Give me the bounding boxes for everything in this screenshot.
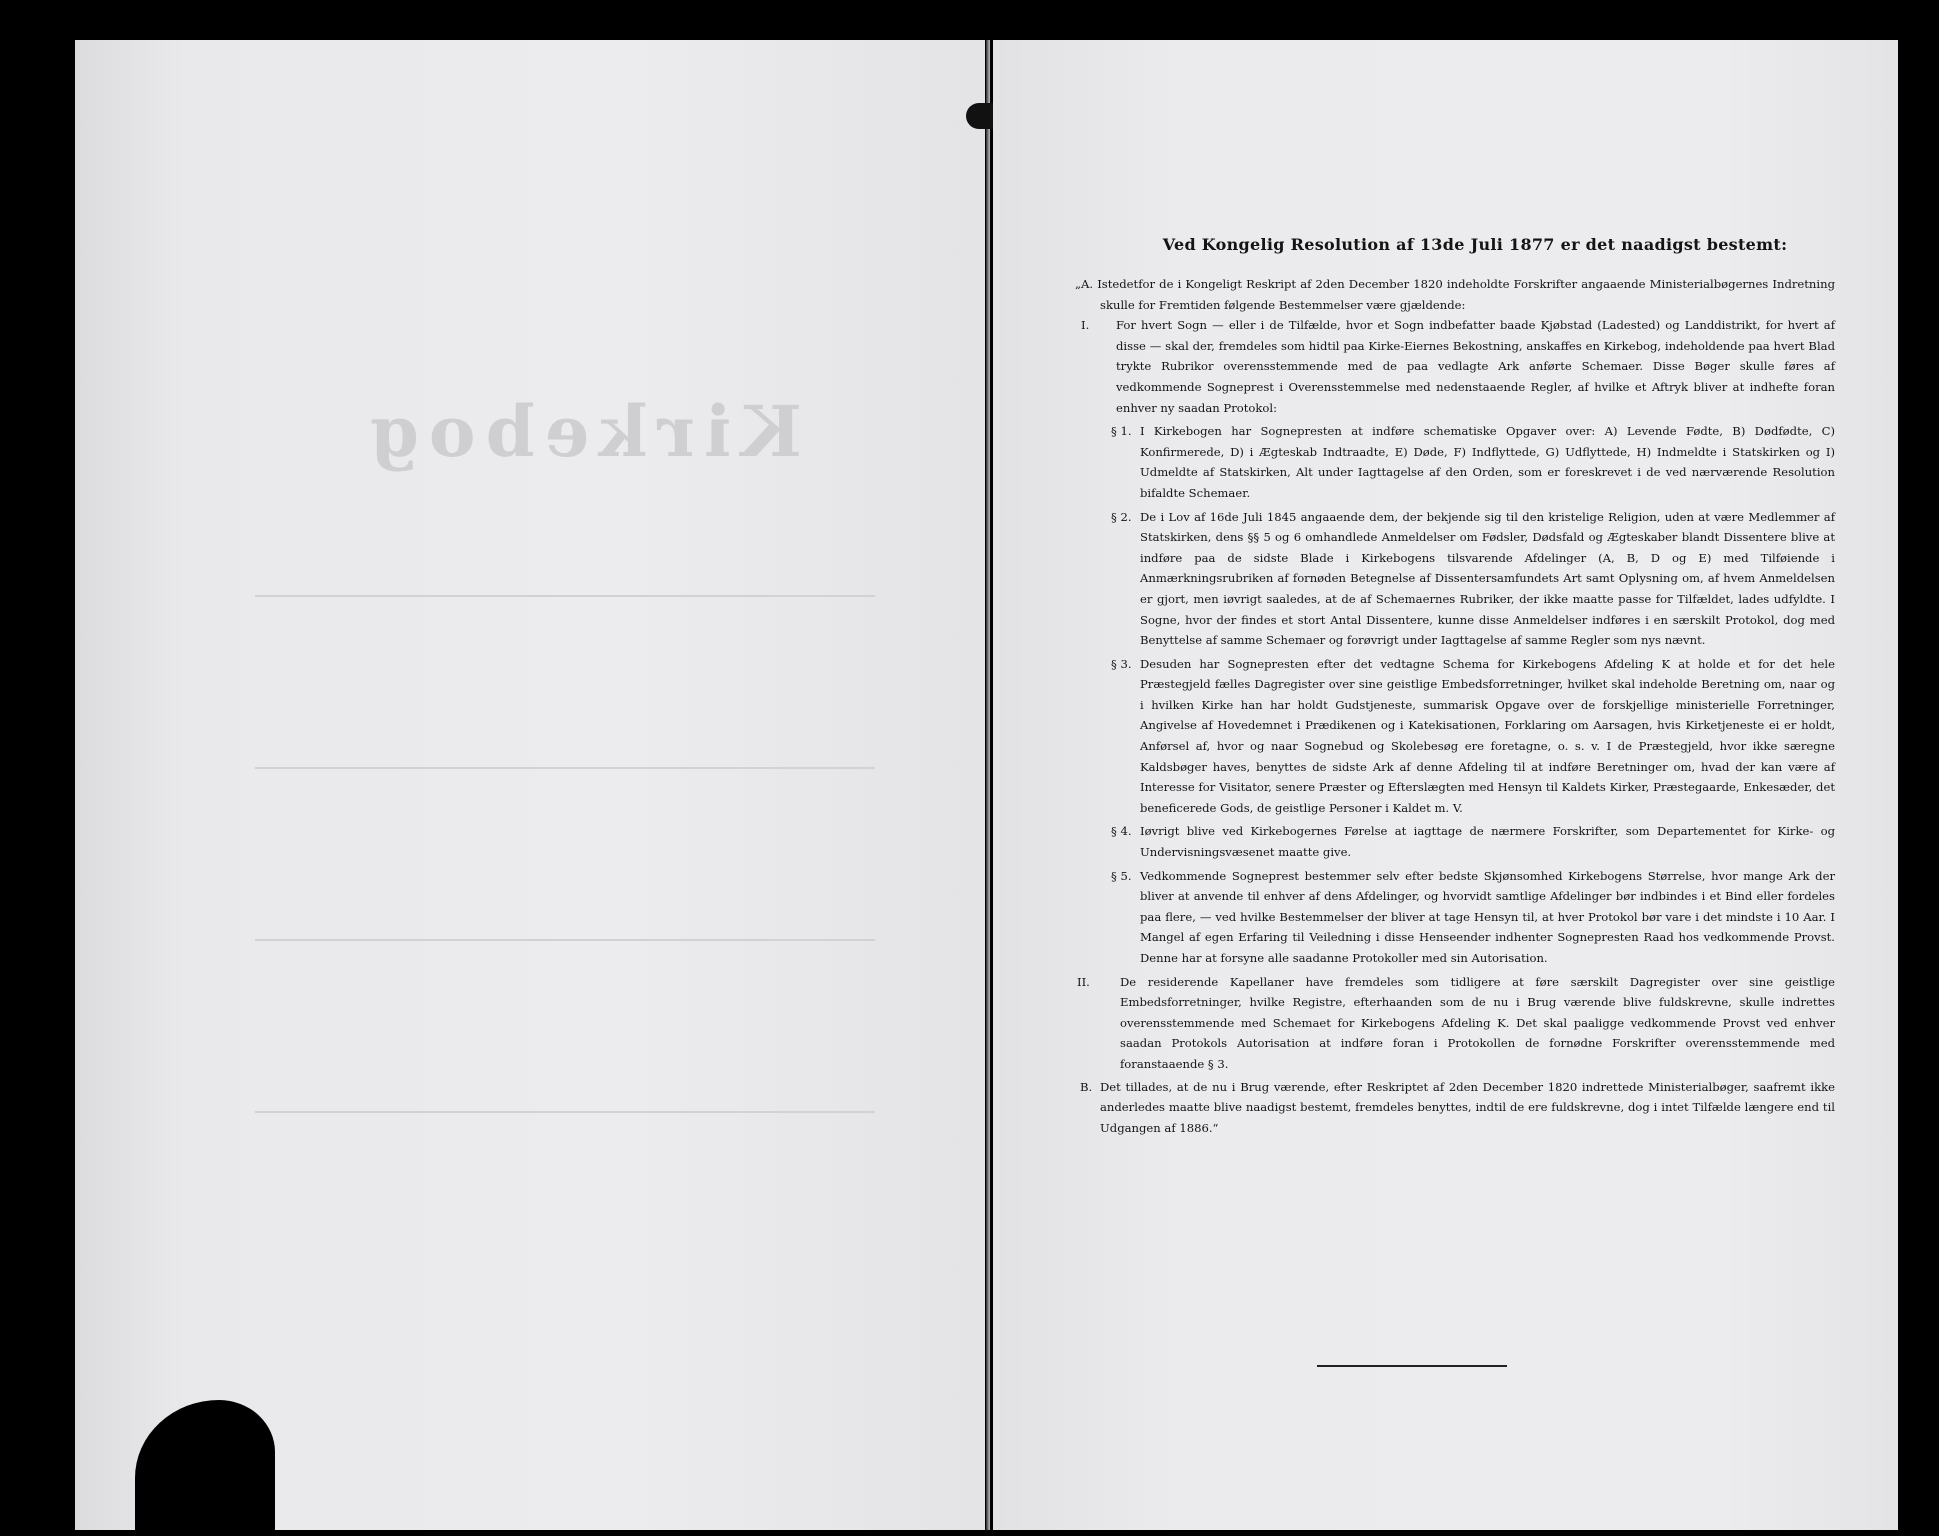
section-b-letter: B. — [1080, 1079, 1093, 1094]
page-title: Ved Kongelig Resolution af 13de Juli 1877 er det naadigst bestemt: — [1162, 235, 1788, 254]
paragraph-2-text: De i Lov af 16de Juli 1845 angaaende dem, der bekjende sig til den kristelige Religion, uden at være Medlemmer af Statskirken, dens §§ 5 og 6 omhandlede Anmeldelser om Fødsler, Dødsfald og Ægteskaber blandt Dissentere blive at indføre paa de sidste Blade i Kirkebogens tilsvarende Afdelinger (A, B, D og E) med Tilføiende i Anmærkningsrubriken af fornøden Betegnelse af Dissentersamfundets Art samt Oplysning om, af hvem Anmeldelsen er gjort, men iøvrigt saaledes, at de af Schemaernes Rubriker, der ikke maatte passe for Tilfældet, lades udfyldte. I Sogne, hvor der findes et stort Antal Dissentere, kunne disse Anmeldelser indføres i en særskilt Protokol, dog med Benyttelse af samme Schemaer og forøvrigt under Iagttagelse af samme Regler som nys nævnt. — [1140, 509, 1835, 648]
paragraph-4 — [1075, 821, 1835, 862]
bleed-through-title: Kirkebog — [360, 390, 802, 473]
part-ii-numeral: II. — [1077, 974, 1090, 989]
section-b-text: Det tillades, at de nu i Brug værende, efter Reskriptet af 2den December 1820 indrettede Ministerialbøger, saafremt ikke anderledes maatte blive naadigst bestemt, fremdeles benyttes, indtil de ere fuldskrevne, dog i intet Tilfælde længere end til Udgangen af 1886.“ — [1100, 1079, 1835, 1135]
paragraph-4-text: Iøvrigt blive ved Kirkebogernes Førelse at iagttage de nærmere Forskrifter, som Departementet for Kirke- og Undervisningsvæsenet maatte give. — [1140, 824, 1835, 860]
section-a-intro: „A. Istedetfor de i Kongeligt Reskript af 2den December 1820 indeholdte Forskrifter angaaende Ministerialbøgernes Indretning skulle for Fremtiden følgende Bestemmelser være gjældende: — [1075, 277, 1835, 312]
paragraph-5-label: § 5. — [1111, 868, 1132, 883]
paragraph-1 — [1075, 421, 1835, 503]
paragraph-5 — [1075, 866, 1835, 969]
part-i-text: For hvert Sogn — eller i de Tilfælde, hvor et Sogn indbefatter baade Kjøbstad (Ladested) og Landdistrikt, for hvert af disse — skal der, fremdeles som hidtil paa Kirke-Eiernes Bekostning, anskaffes en Kirkebog, indeholdende paa hvert Blad trykte Rubrikor overensstemmende med de paa vedlagte Ark anførte Schemaer. Disse Bøger skulle føres af vedkommende Sogneprest i Overensstemmelse med nedenstaaende Regler, af hvilke et Aftryk bliver at indhefte foran enhver ny saadan Protokol: — [1116, 318, 1835, 415]
resolution-text — [1075, 235, 1835, 1138]
part-i-numeral: I. — [1081, 318, 1090, 333]
paragraph-4-label: § 4. — [1111, 824, 1132, 839]
left-page — [75, 40, 985, 1530]
paragraph-5-text: Vedkommende Sogneprest bestemmer selv efter bedste Skjønsomhed Kirkebogens Størrelse, hvor mange Ark der bliver at anvende til enhver af dens Afdelinger, og hvorvidt samtlige Afdelinger bør indbindes i et Bind eller fordeles paa flere, — ved hvilke Bestemmelser der bliver at tage Hensyn til, at hver Protokol bør vare i det mindste i 10 Aar. I Mangel af egen Erfaring til Veiledning i disse Henseender indhenter Sognepresten Raad hos vedkommende Provst. Denne har at forsyne alle saadanne Protokoller med sin Autorisation. — [1140, 868, 1835, 965]
paragraph-1-label: § 1. — [1111, 424, 1132, 439]
paragraph-3-label: § 3. — [1111, 656, 1132, 671]
book-gutter — [986, 40, 990, 1530]
part-ii-text: De residerende Kapellaner have fremdeles som tidligere at føre særskilt Dagregister over sine geistlige Embedsforretninger, hvilke Registre, efterhaanden som de nu i Brug værende blive fuldskrevne, skulle indrettes overensstemmende med Schemaet for Kirkebogens Afdeling K. Det skal paaligge vedkommende Provst ved enhver saadan Protokols Autorisation at indføre foran i Protokollen de fornødne Forskrifter overensstemmende med foranstaaende § 3. — [1120, 974, 1835, 1071]
paragraph-2 — [1075, 507, 1835, 651]
paragraph-1-text: I Kirkebogen har Sognepresten at indføre schematiske Opgaver over: A) Levende Fødte, B) Dødfødte, C) Konfirmerede, D) i Ægteskab Indtraadte, E) Døde, F) Indflyttede, G) Udflyttede, H) Indmeldte i Statskirken og I) Udmeldte af Statskirken, Alt under Iagttagelse af den Orden, som er foreskrevet i de ved nærværende Resolution bifaldte Schemaer. — [1140, 424, 1835, 500]
part-i — [1075, 315, 1835, 418]
paragraph-3 — [1075, 654, 1835, 819]
bleed-through-lines — [255, 595, 875, 1283]
part-ii — [1075, 972, 1835, 1075]
closing-rule — [1317, 1365, 1507, 1367]
section-b — [1075, 1077, 1835, 1139]
paragraph-3-text: Desuden har Sognepresten efter det vedtagne Schema for Kirkebogens Afdeling K at holde et for det hele Præstegjeld fælles Dagregister over sine geistlige Embedsforretninger, hvilket skal indeholde Beretning om, naar og i hvilken Kirke han har holdt Gudstjeneste, summarisk Opgave over de forskjellige ministerielle Forretninger, Angivelse af Hovedemnet i Prædikenen og i Katekisationen, Forklaring om Aarsagen, hvis Kirketjeneste ei er holdt, Anførsel af, hvor og naar Sognebud og Skolebesøg ere foretagne, o. s. v. I de Præstegjeld, hvor ikke særegne Kaldsbøger haves, benyttes de sidste Ark af denne Afdeling til at indføre Beretninger om, hvad der kan være af Interesse for Visitator, senere Præster og Efterslægten med Hensyn til Kaldets Kirker, Præstegaarde, Enkesæder, det beneficerede Gods, de geistlige Personer i Kaldet m. V. — [1140, 656, 1835, 815]
paragraph-2-label: § 2. — [1111, 509, 1132, 524]
